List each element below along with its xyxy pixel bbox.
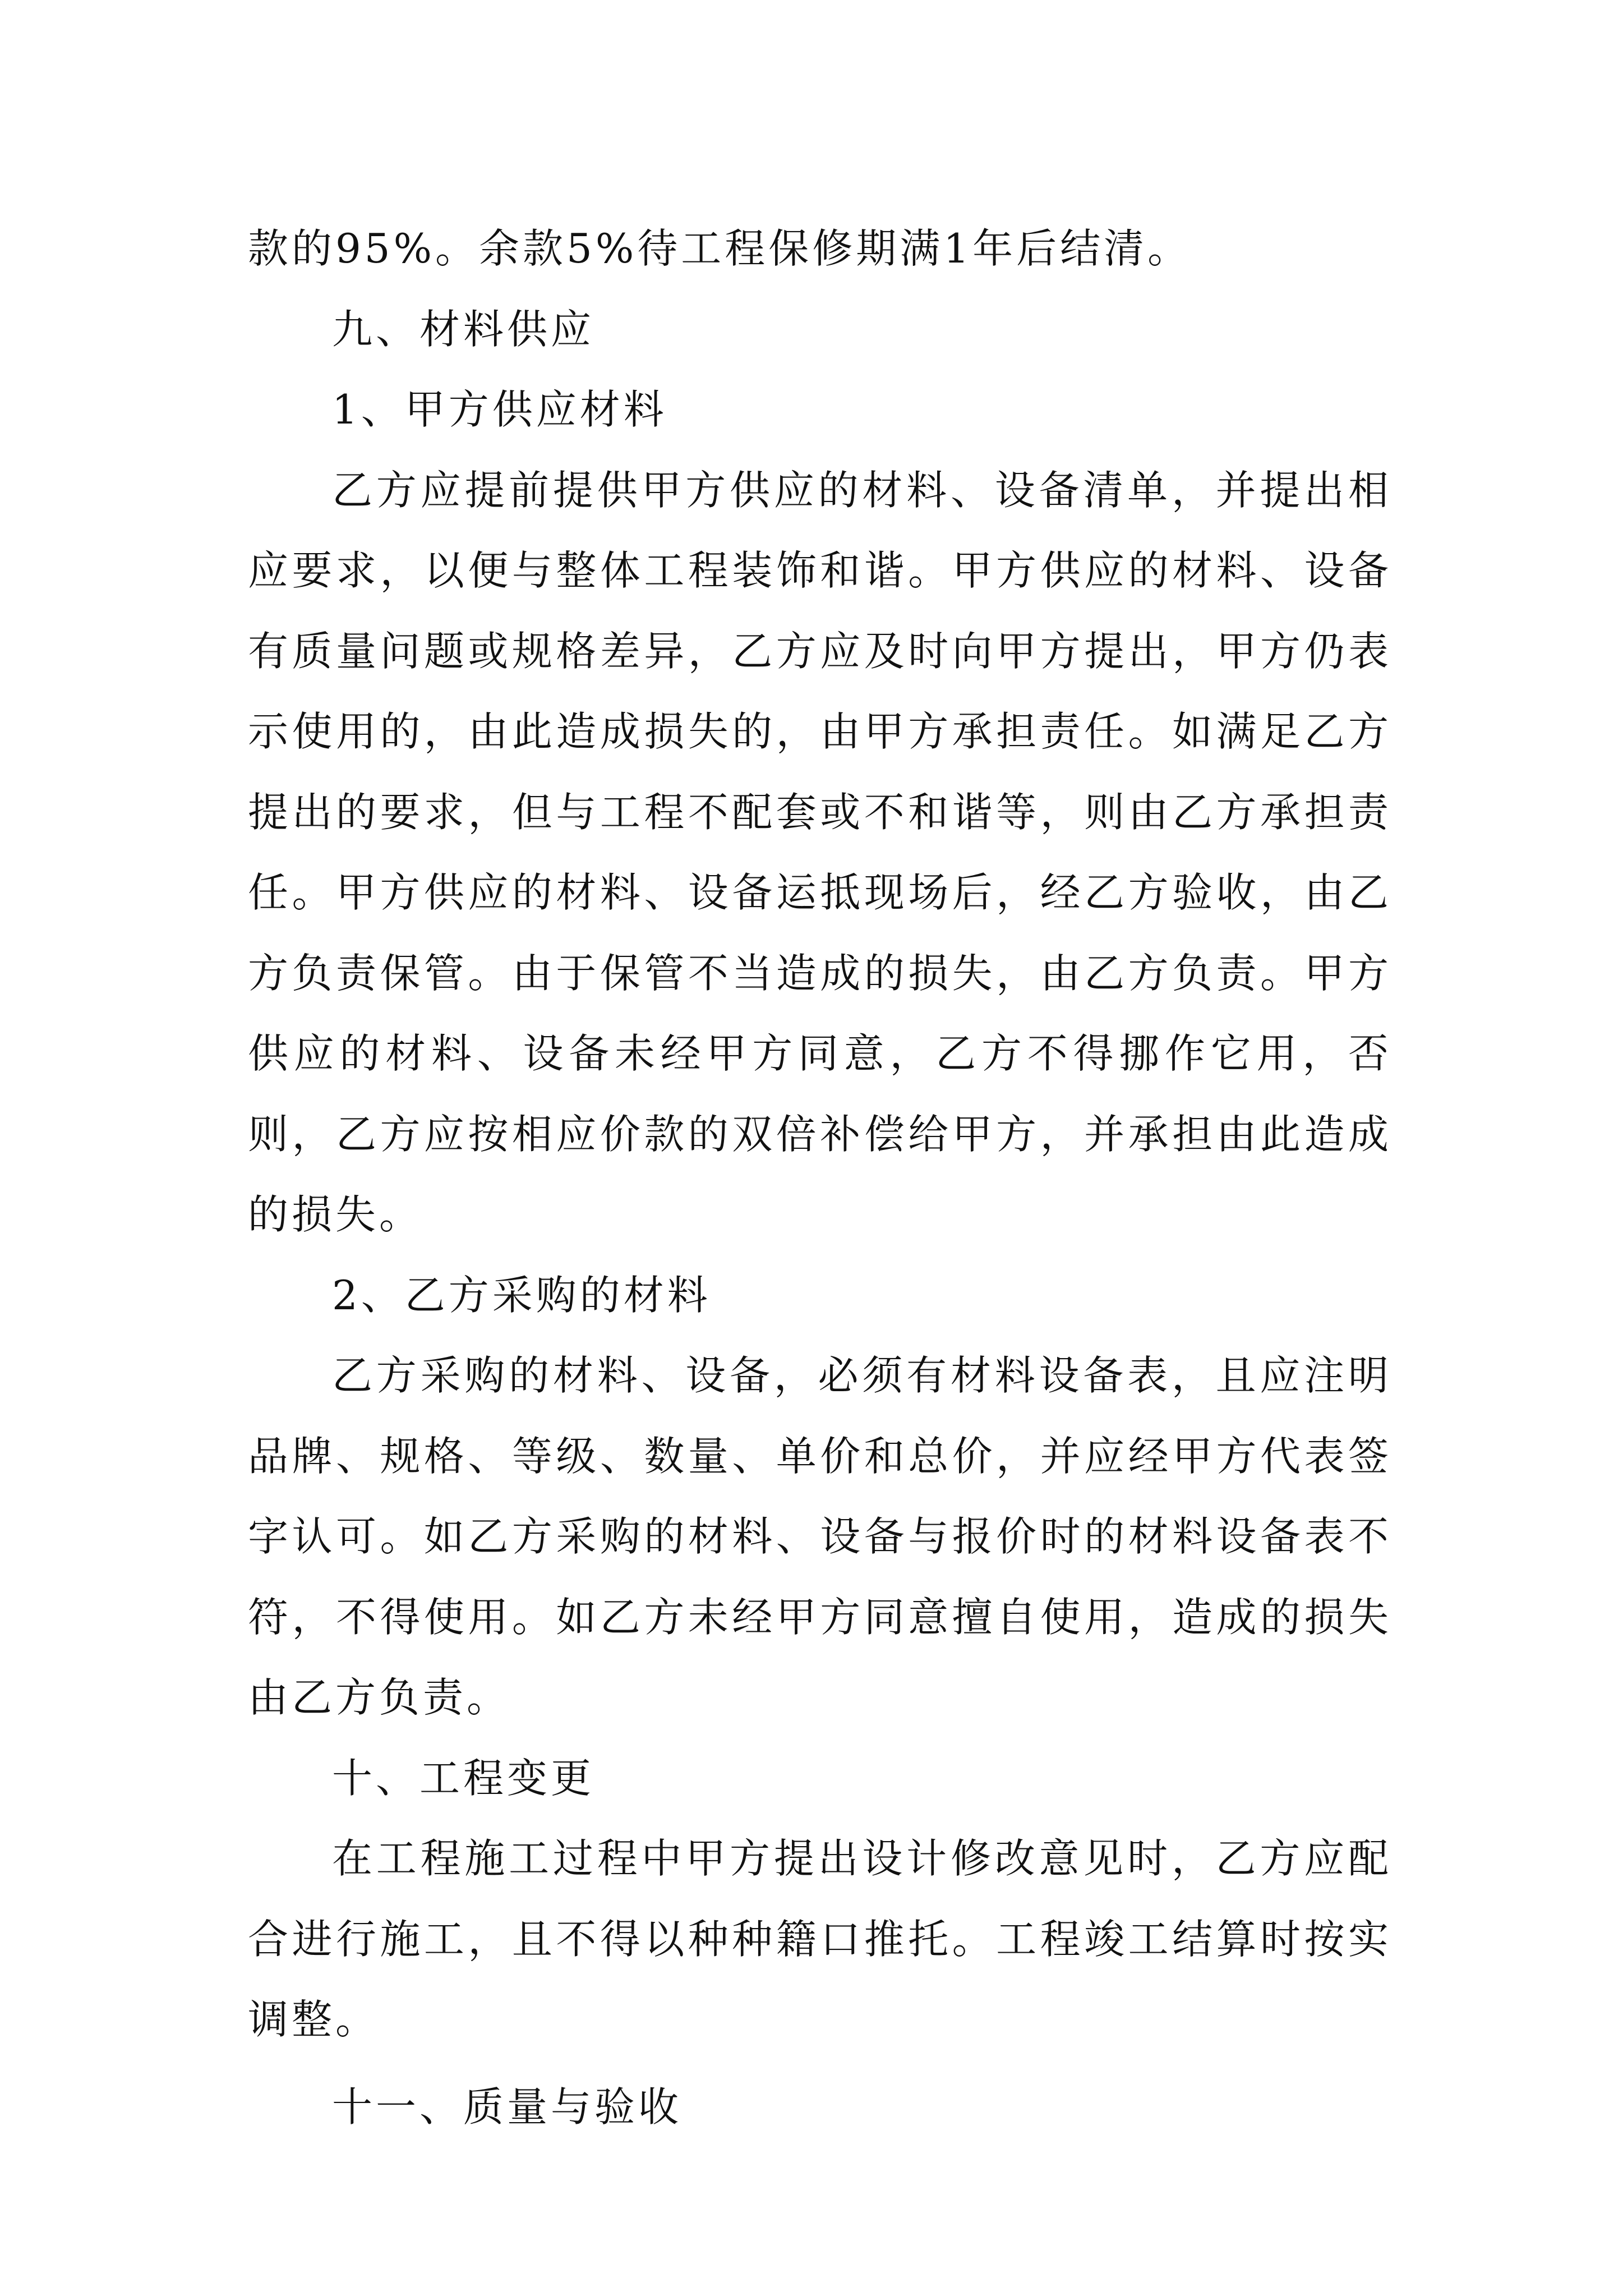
sub-heading-party-a-materials: 1、甲方供应材料 xyxy=(332,386,667,433)
section-heading-engineering-change: 十、工程变更 xyxy=(332,1754,595,1802)
document-body xyxy=(248,209,1392,2147)
paragraph-engineering-change: 在工程施工过程中甲方提出设计修改意见时，乙方应配合进行施工，且不得以种种籍口推托。工程竣工结算时按实调整。 xyxy=(248,1835,1392,2043)
sub-heading-party-b-materials: 2、乙方采购的材料 xyxy=(332,1271,711,1319)
section-heading-quality-acceptance: 十一、质量与验收 xyxy=(332,2083,683,2131)
paragraph-payment-continuation: 款的95%。余款5%待工程保修期满1年后结清。 xyxy=(248,225,1192,272)
paragraph-party-a-materials: 乙方应提前提供甲方供应的材料、设备清单，并提出相应要求，以便与整体工程装饰和谐。甲方供应的材料、设备有质量问题或规格差异，乙方应及时向甲方提出，甲方仍表示使用的，由此造成损失的，由甲方承担责任。如满足乙方提出的要求，但与工程不配套或不和谐等，则由乙方承担责任。甲方供应的材料、设备运抵现场后，经乙方验收，由乙方负责保管。由于保管不当造成的损失，由乙方负责。甲方供应的材料、设备未经甲方同意，乙方不得挪作它用，否则，乙方应按相应价款的双倍补偿给甲方，并承担由此造成的损失。 xyxy=(248,466,1392,1238)
paragraph-party-b-materials: 乙方采购的材料、设备，必须有材料设备表，且应注明品牌、规格、等级、数量、单价和总价，并应经甲方代表签字认可。如乙方采购的材料、设备与报价时的材料设备表不符，不得使用。如乙方未经甲方同意擅自使用，造成的损失由乙方负责。 xyxy=(248,1352,1392,1721)
section-heading-material-supply: 九、材料供应 xyxy=(332,305,595,353)
